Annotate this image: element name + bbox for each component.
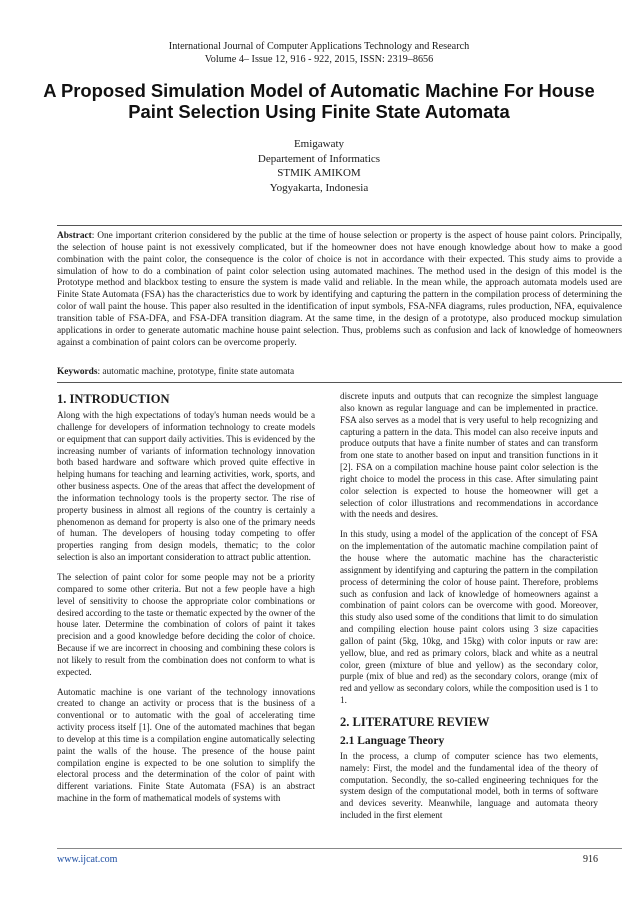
- journal-volume: Volume 4– Issue 12, 916 - 922, 2015, ISSN: 2319–8656: [204, 54, 434, 65]
- intro-paragraph-1: Along with the high expectations of today's human needs would be a challenge for developers of information technology to create models or equipment that can support daily activities. This is evidenced by the increasing number of variants of information technology innovation both based hardware and software which proved quite effective in helping humans for teaching and learning activities, work, sports, and other business aspects. One of the areas that affect the development of the information technology tools is the property sector. The rise of property business in almost all regions of the country is certainly a phenomenon as demand for property is also one of the primary needs of human. The developers of housing today competing to offer properties ranging from design models, thematic; to the color selection is also an important consideration to attract public attention.: [57, 410, 315, 563]
- page-number: 916: [583, 854, 598, 865]
- abstract-text: : One important criterion considered by the public at the time of house selection or property is the aspect of house paint colors. Principally, the selection of house paint is not exessively complicated, but if the homeowner does not have enough knowledge about how to make a good combination with the paint color, the consequence is the color of choice is not in accordance with their expected. This study aims to provide a simulation of how to do a combination of paint color selection using automated machines. The method used in the design of this model is the Prototype method and blackbox testing to ensure the system is made valid and reliable. In the mean while, the approach automata models used are Finite State Automata (FSA) has the characteristics due to work by identifying and capturing the pattern in the compilation process of determining the color of wall paint the house. This paper also resulted in the identification of input symbols, FSA-NFA diagrams, rules production, NFA, equivalence transition table of FSA-DFA, and FSA-DFA transition diagram. At the same time, in the design of a prototype, also produced mockup simulation applications in order to generate automatic machine house paint selection. Thus, problems such as confusion and lack of knowledge of homeowners against a combination of paint colors can be overcome properly.: [57, 231, 622, 348]
- author-block: [100, 137, 538, 195]
- keywords-label: Keywords: [57, 367, 98, 377]
- keywords-text: : automatic machine, prototype, finite state automata: [97, 367, 295, 377]
- abstract: [57, 231, 622, 349]
- section-heading-literature-review: 2. LITERATURE REVIEW: [340, 714, 490, 729]
- literature-paragraph-1: In the process, a clump of computer science has two elements, namely: First, the model and the fundamental idea of the theory of computation. Secondly, the so-called engineering techniques for the system design of the computational model, both in terms of software and devices severity. Meanwhile, language and automata theory included in the first element: [340, 750, 598, 821]
- keywords: [57, 366, 622, 378]
- abstract-top-divider: [57, 225, 622, 226]
- intro-paragraph-3: Automatic machine is one variant of the technology innovations created to change an activity or process that is the business of a conventional or to automatic with the goal of accelerating time activity process itself [1]. One of the automated machines that began to develop at this time is a compilation engine automatically selecting paint the walls of the house. The presence of the house paint compilation engine is expected to be one solution to simplify the electoral process and the determination of the color of paint with different variations. Finite State Automata (FSA) is an abstract machine in the form of mathematical models of systems with: [57, 686, 315, 804]
- subsection-heading-language-theory: 2.1 Language Theory: [340, 734, 445, 747]
- footer-divider: [57, 848, 622, 849]
- body-top-divider: [57, 382, 622, 383]
- author-name: Emigawaty: [293, 138, 345, 150]
- journal-name: International Journal of Computer Applications Technology and Research: [168, 41, 470, 52]
- left-column: [57, 392, 315, 813]
- intro-paragraph-5: In this study, using a model of the application of the concept of FSA on the implementation of the automatic machine compilation paint of the house where the automatic machine has the characteristic assignment by identifying and capturing the pattern in the compilation process of determining the color of house paint. Therefore, problems such as confusion and lack of knowledge of homeowners against a combination of paint colors can be overcome with good. Moreover, this study also used some of the conditions that limit to do simulation and compiling election house paint colors using 3 size capacities gallon of paint (5kg, 10kg, and 15kg) with color inputs or raw are: yellow, blue, and red as primary colors, black and white as a neutral color, green (mixture of blue and yellow) as the secondary color, purple (mix of blue and red) as the secondary colors, orange (mix of red and yellow as secondary colors, while the composition used is 1 to 1.: [340, 529, 598, 706]
- intro-paragraph-2: The selection of paint color for some people may not be a priority compared to some other criteria. But not a few people have a high level of sensitivity to choose the appropriate color combinations or desired according to the taste or thematic expected by the owner of the house later. Determine the combination of colors of paint it takes precision and a good knowledge before deciding the color of choice. Because if we are incorrect in choosing and combining these colors is not likely to result from the combination does not conform to what is expected.: [57, 571, 315, 677]
- journal-header: [60, 40, 578, 66]
- paper-title: A Proposed Simulation Model of Automatic Machine For House Paint Selection Using Finite State Automata: [43, 80, 595, 122]
- intro-paragraph-4: discrete inputs and outputs that can recognize the simplest language also known as regular language and can be implemented in practice. FSA also serves as a model that is very useful to help recognizing and capturing a pattern in the data. This model can also receive inputs and produce outputs that have a finite number of states and can transform from one state to another based on input and transition functions in it [2]. FSA on a compilation machine house paint color selection is the right choice to model the process in this case. After simulating paint color selection is expected to house the homeowner will get a selection of color illustrations and recommendations in accordance with the needs and desires.: [340, 391, 598, 520]
- author-location: Yogyakarta, Indonesia: [269, 181, 369, 194]
- author-institution: STMIK AMIKOM: [277, 167, 361, 180]
- abstract-label: Abstract: [57, 231, 92, 241]
- right-column: [340, 391, 598, 830]
- footer-link[interactable]: www.ijcat.com: [57, 854, 118, 865]
- section-heading-introduction: 1. INTRODUCTION: [57, 392, 170, 406]
- author-department: Departement of Informatics: [257, 152, 381, 165]
